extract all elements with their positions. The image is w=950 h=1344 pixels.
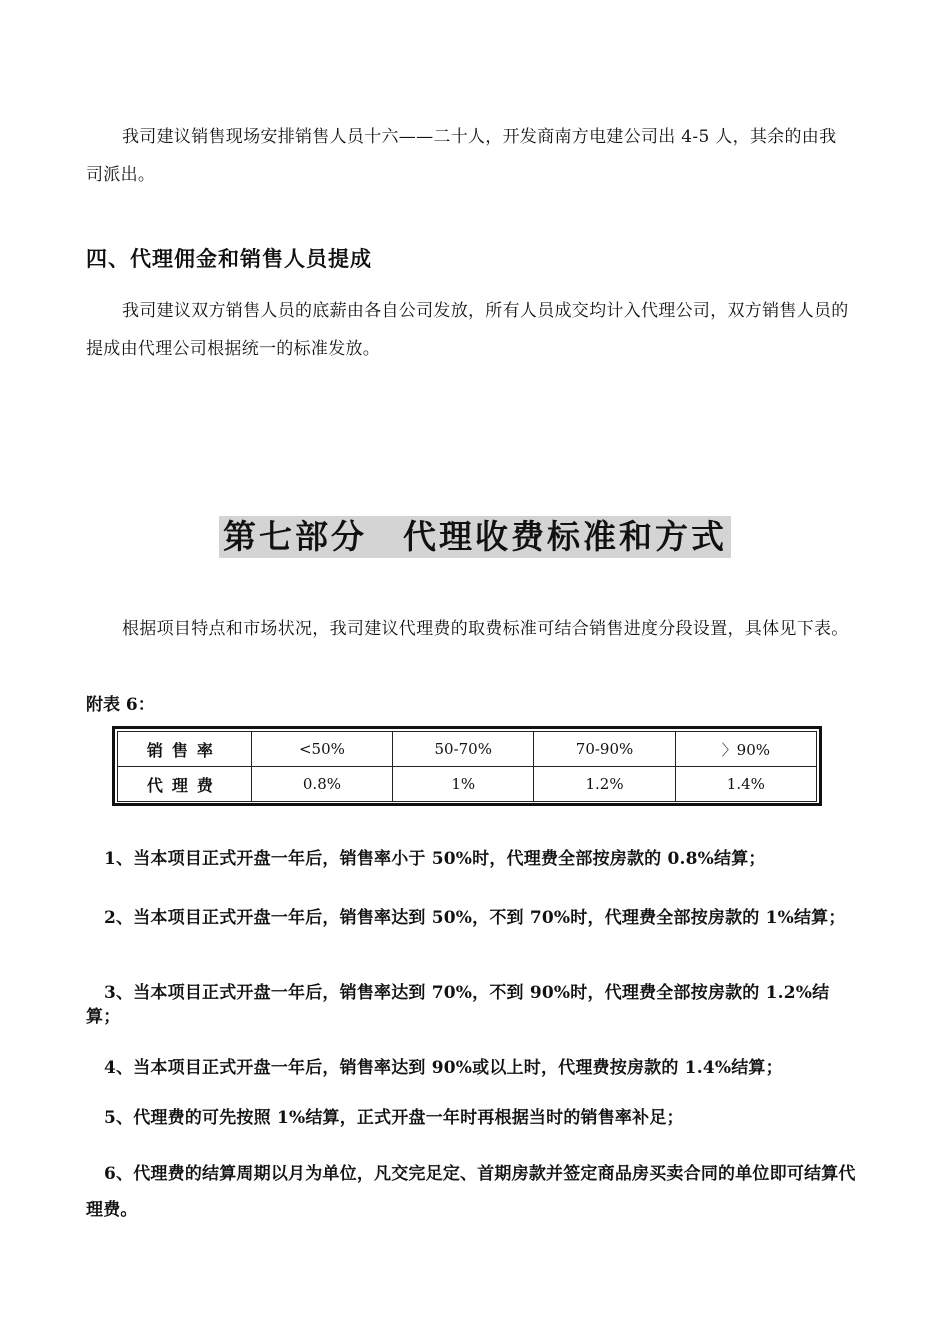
rule-item: 2、当本项目正式开盘一年后，销售率达到 50%，不到 70%时，代理费全部按房款的 1%结算； — [104, 908, 846, 928]
table-label: 附表 6： — [86, 695, 155, 715]
section-four-heading: 四、代理佣金和销售人员提成 — [86, 247, 372, 271]
part-seven-title-wrapper — [0, 516, 950, 558]
intro-paragraph: 我司建议销售现场安排销售人员十六——二十人，开发商南方电建公司出 4-5 人，其余的由我司派出。 — [86, 127, 837, 185]
rule-item: 6、代理费的结算周期以月为单位，凡交完足定、首期房款并签定商品房买卖合同的单位即可结算代理费。 — [86, 1164, 856, 1220]
rate-table — [117, 731, 817, 802]
rule-item: 4、当本项目正式开盘一年后，销售率达到 90%或以上时，代理费按房款的 1.4%结算； — [104, 1058, 783, 1078]
rule-item: 1、当本项目正式开盘一年后，销售率小于 50%时，代理费全部按房款的 0.8%结算； — [104, 849, 766, 869]
rule-item: 5、代理费的可先按照 1%结算，正式开盘一年时再根据当时的销售率补足； — [104, 1108, 684, 1128]
table-row-header: 销售率 — [118, 732, 252, 767]
table-cell: 〉90% — [675, 732, 816, 767]
table-cell: 0.8% — [251, 767, 392, 802]
table-cell: 1.2% — [534, 767, 675, 802]
table-cell: 70-90% — [534, 732, 675, 767]
section-four-paragraph: 我司建议双方销售人员的底薪由各自公司发放，所有人员成交均计入代理公司，双方销售人员的提成由代理公司根据统一的标准发放。 — [86, 301, 849, 359]
part-seven-title: 第七部分 代理收费标准和方式 — [219, 516, 731, 558]
part-seven-paragraph: 根据项目特点和市场状况，我司建议代理费的取费标准可结合销售进度分段设置，具体见下表。 — [122, 619, 849, 639]
table-cell: 50-70% — [393, 732, 534, 767]
rate-table-frame — [112, 726, 822, 806]
table-row-header: 代理费 — [118, 767, 252, 802]
table-cell: 1.4% — [675, 767, 816, 802]
table-cell: <50% — [251, 732, 392, 767]
table-cell: 1% — [393, 767, 534, 802]
rule-item: 3、当本项目正式开盘一年后，销售率达到 70%，不到 90%时，代理费全部按房款的 1.2%结算； — [86, 983, 830, 1027]
table-row-sales-rate — [118, 732, 817, 767]
table-row-agency-fee — [118, 767, 817, 802]
